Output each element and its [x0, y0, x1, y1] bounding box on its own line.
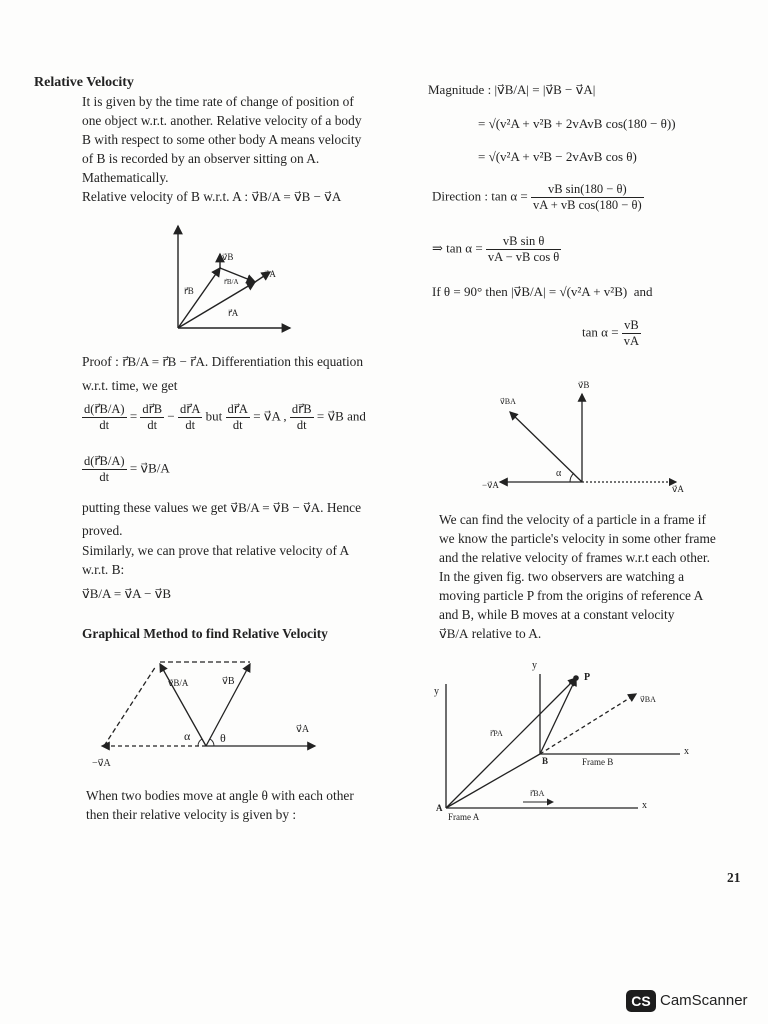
label-b: B	[542, 756, 549, 766]
denominator: dt	[147, 418, 158, 432]
derivative-equation-2	[82, 454, 170, 485]
putting-line	[82, 498, 361, 517]
tan3-label: tan α =	[582, 324, 619, 340]
denominator: vA	[623, 334, 640, 348]
camscanner-watermark-text: CamScanner	[660, 992, 748, 1009]
proof-text: . Differentiation this equation	[204, 354, 364, 369]
proof-line	[82, 352, 363, 371]
particle-p	[573, 675, 579, 681]
dashed-side-line	[104, 666, 156, 746]
label-y-frame-a: y	[434, 686, 439, 697]
denominator: dt	[185, 418, 196, 432]
theta-arc	[210, 739, 214, 746]
heading-graphical-method: Graphical Method to find Relative Velocity	[82, 626, 328, 641]
denominator: vA + vB cos(180 − θ)	[532, 198, 642, 212]
label-negative-vA: −v⃗A	[92, 758, 111, 769]
label-rBA: r⃗B/A	[224, 278, 239, 286]
magnitude-line-3: = √(v²A + v²B − 2vAvB cos θ)	[478, 149, 637, 164]
para-line: and B, while B moves at a constant velocity	[439, 607, 675, 622]
intro-line: Mathematically.	[82, 170, 169, 185]
numerator: d(r⃗B/A)	[84, 454, 125, 468]
putting-suffix: . Hence	[320, 500, 362, 515]
fraction	[290, 402, 314, 433]
label-alpha: α	[184, 729, 191, 743]
fraction	[140, 402, 164, 433]
definition-equation: v⃗B/A = v⃗B − v⃗A	[251, 189, 342, 204]
numerator: vB sin(180 − θ)	[531, 182, 644, 198]
rBA-vector	[446, 754, 540, 808]
numerator: d(r⃗B/A)	[84, 402, 125, 416]
equals-vA: = v⃗A ,	[253, 408, 287, 424]
para-line: moving particle P from the origins of reference A	[439, 588, 704, 603]
label-vB: v⃗B	[578, 380, 590, 390]
label-vB: v⃗B	[222, 252, 234, 262]
numerator: dr⃗A	[179, 402, 201, 416]
vBA-arrow	[160, 664, 206, 746]
para-line: In the given fig. two observers are watching a	[439, 569, 685, 584]
label-vBA: v⃗B/A	[168, 678, 189, 688]
putting-text: putting these values we get	[82, 500, 228, 515]
proof-equation: r⃗B/A = r⃗B − r⃗A	[122, 354, 205, 369]
figure-right-angle	[480, 374, 690, 496]
label-x-frame-a: x	[642, 800, 647, 811]
vBA-arrow	[510, 412, 582, 482]
similarly-equation: v⃗B/A = v⃗A − v⃗B	[82, 586, 172, 601]
label-x-frame-b: x	[684, 746, 689, 757]
denominator: dt	[296, 418, 307, 432]
proof-line-2: w.r.t. time, we get	[82, 378, 178, 393]
derivative-equation: $\frac{d(r⃗B/A)}{dt}$ = $\frac{dr⃗B}{dt}$ − $\frac{dr⃗A}{dt}$ but $\frac{dr⃗A}{dt}$ = v⃗A , $\frac{dr⃗B}{dt}$ = v⃗B and	[84, 402, 366, 432]
para-text: relative to A.	[471, 626, 542, 641]
if-90-equation: If θ = 90° then |v⃗B/A| = √(v²A + v²B)	[432, 284, 628, 299]
para-line: and the relative velocity of frames w.r.t each other.	[439, 550, 710, 565]
label-vA: v⃗A	[672, 484, 684, 494]
numerator: dr⃗A	[227, 402, 248, 416]
figure-reference-frames	[428, 656, 698, 824]
equals-vB: = v⃗B	[316, 408, 344, 424]
label-vB: v⃗B	[222, 676, 235, 687]
label-vBA: v⃗BA	[500, 397, 516, 406]
putting-equation: v⃗B/A = v⃗B − v⃗A	[230, 500, 321, 515]
numerator: dr⃗B	[291, 402, 312, 416]
rPA-vector	[446, 678, 576, 808]
intro-line: B with respect to some other body A means velocity	[82, 132, 362, 147]
numerator: vB	[622, 318, 641, 334]
angle-text-line-1: When two bodies move at angle θ with each other	[86, 788, 354, 803]
numerator: dr⃗B	[142, 402, 163, 416]
numerator: vB sin θ	[486, 234, 561, 250]
similarly-line-1: Similarly, we can prove that relative velocity of A	[82, 543, 350, 558]
tan2-label: ⇒ tan α =	[432, 240, 483, 256]
heading-relative-velocity: Relative Velocity	[34, 75, 134, 90]
definition-label: Relative velocity of B w.r.t. A :	[82, 189, 249, 204]
frames-paragraph	[439, 510, 739, 643]
direction-label: Direction : tan α =	[432, 188, 528, 204]
but-word: but	[205, 408, 223, 424]
para-line: We can find the velocity of a particle in a frame if	[439, 512, 706, 527]
alpha-arc	[198, 739, 202, 746]
rB-vector	[178, 268, 220, 328]
magnitude-line-2: = √(v²A + v²B + 2vAvB cos(180 − θ))	[478, 116, 676, 131]
denominator: dt	[232, 418, 243, 432]
fraction	[226, 402, 250, 433]
tan-line-2	[432, 234, 561, 265]
if-90-line	[432, 283, 653, 301]
figure-position-vectors	[160, 222, 300, 334]
equals-vBA: = v⃗B/A	[129, 460, 170, 476]
relative-velocity-definition	[82, 187, 341, 206]
intro-paragraph	[82, 92, 372, 187]
label-negative-vA: −v⃗A	[482, 480, 499, 490]
label-p: P	[584, 672, 591, 683]
and-word: and	[347, 408, 366, 424]
label-vA: v⃗A	[296, 724, 310, 735]
fraction	[531, 182, 644, 213]
label-rA: r⃗A	[228, 308, 239, 318]
label-frame-a: Frame A	[448, 812, 480, 822]
para-line-last	[439, 624, 739, 643]
fraction	[178, 402, 202, 433]
camscanner-logo-icon: CS	[626, 990, 656, 1012]
magnitude-line	[428, 81, 595, 99]
label-theta: θ	[220, 731, 226, 745]
direction-line	[432, 182, 644, 213]
label-vBA: v⃗BA	[640, 695, 656, 704]
intro-line: It is given by the time rate of change of position of	[82, 94, 354, 109]
label-a: A	[436, 803, 443, 813]
label-y-frame-b: y	[532, 660, 537, 671]
intro-line: one object w.r.t. another. Relative velocity of a body	[82, 113, 362, 128]
fraction	[82, 454, 127, 485]
intro-line: of B is recorded by an observer sitting on A.	[82, 151, 320, 166]
proof-label: Proof :	[82, 354, 119, 369]
proved-line: proved.	[82, 523, 123, 538]
magnitude-equation: |v⃗B/A| = |v⃗B − v⃗A|	[494, 82, 596, 97]
label-rBA: r⃗BA	[530, 789, 545, 798]
label-vA: v⃗A	[264, 269, 276, 279]
and-word: and	[633, 284, 653, 299]
magnitude-label: Magnitude :	[428, 82, 492, 97]
label-alpha: α	[556, 468, 562, 479]
label-rPA: r⃗PA	[490, 729, 503, 738]
fraction	[622, 318, 641, 349]
label-rB: r⃗B	[184, 286, 194, 296]
label-frame-b: Frame B	[582, 757, 614, 767]
figure-graphical-method	[90, 654, 330, 772]
denominator: vA − vB cos θ	[487, 250, 560, 264]
angle-text-line-2: then their relative velocity is given by :	[86, 807, 297, 822]
page-number: 21	[727, 870, 741, 885]
denominator: dt	[99, 418, 110, 432]
similarly-line-2: w.r.t. B:	[82, 562, 125, 577]
fraction	[486, 234, 561, 265]
fraction	[82, 402, 127, 433]
denominator: dt	[99, 470, 110, 484]
para-line: we know the particle's velocity in some other frame	[439, 531, 716, 546]
tan-line-3	[582, 318, 641, 349]
para-equation: v⃗B/A	[439, 626, 469, 641]
